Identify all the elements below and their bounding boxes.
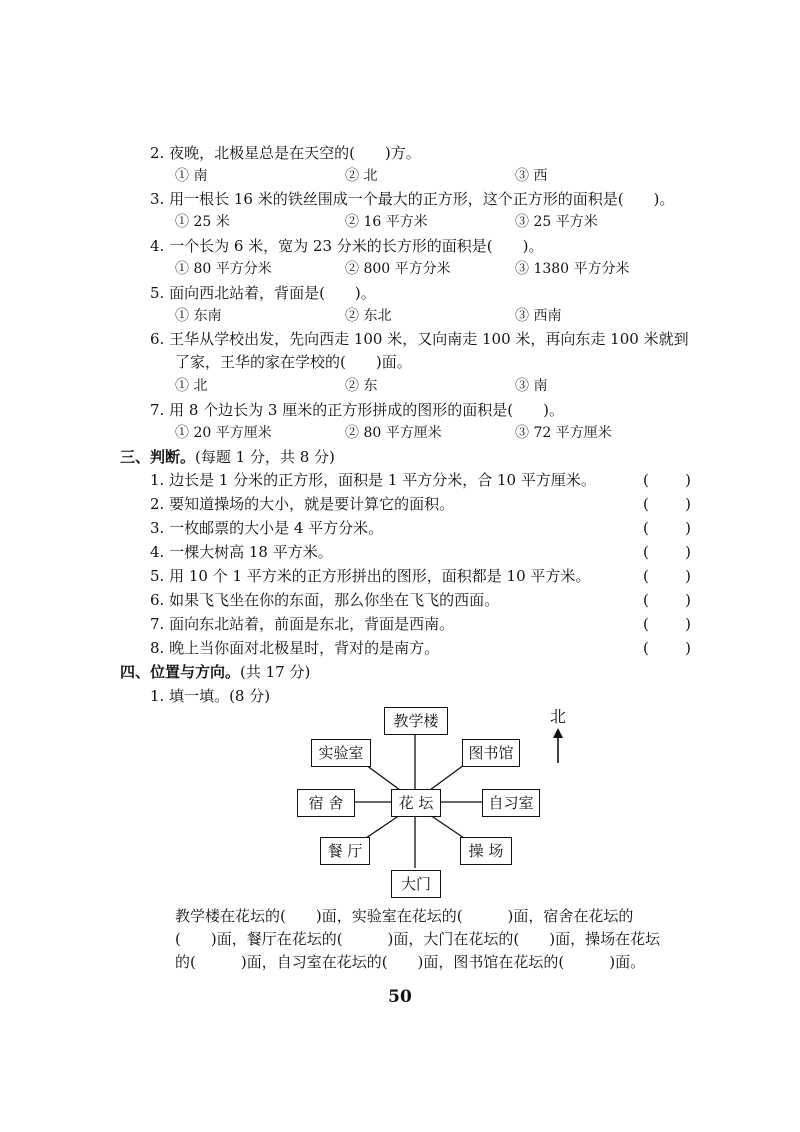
judge-statement: 7. 面向东北站着，前面是东北，背面是西南。 xyxy=(150,615,455,633)
judge-statement: 2. 要知道操场的大小，就是要计算它的面积。 xyxy=(150,495,455,513)
section-title: 四、位置与方向。 xyxy=(120,663,241,681)
judge-statement: 8. 晚上当你面对北极星时，背对的是南方。 xyxy=(150,639,440,657)
option-1: ① 东南 xyxy=(175,308,222,324)
option-1: ① 25 米 xyxy=(175,214,230,230)
section-note: (共 17 分) xyxy=(240,663,311,681)
option-1: ① 北 xyxy=(175,378,208,394)
question-stem: 4. 一个长为 6 米，宽为 23 分米的长方形的面积是( )。 xyxy=(150,237,544,255)
option-2: ② 北 xyxy=(345,168,378,184)
section-note: (每题 1 分，共 8 分) xyxy=(195,448,335,466)
fill-line-1: 教学楼在花坛的( )面，实验室在花坛的( )面，宿舍在花坛的 xyxy=(175,907,634,925)
north-label: 北 xyxy=(550,707,567,726)
option-1: ① 南 xyxy=(175,168,208,184)
judge-statement: 4. 一棵大树高 18 平方米。 xyxy=(150,543,333,561)
option-3: ③ 西 xyxy=(515,168,548,184)
fill-line-3: 的( )面，自习室在花坛的( )面，图书馆在花坛的( )面。 xyxy=(175,953,646,971)
question-stem: 6. 王华从学校出发，先向西走 100 米，又向南走 100 米，再向东走 100 米就到 xyxy=(150,330,689,348)
question-stem: 2. 夜晚，北极星总是在天空的( )方。 xyxy=(150,144,421,162)
question-stem: 3. 用一根长 16 米的铁丝围成一个最大的正方形，这个正方形的面积是( )。 xyxy=(150,190,675,208)
question-stem: 7. 用 8 个边长为 3 厘米的正方形拼成的图形的面积是( )。 xyxy=(150,401,564,419)
section-title: 三、判断。 xyxy=(120,448,196,466)
question-stem-continued: 了家，王华的家在学校的( )面。 xyxy=(175,353,412,371)
judge-statement: 6. 如果飞飞坐在你的东面，那么你坐在飞飞的西面。 xyxy=(150,591,500,609)
question-stem: 5. 面向西北站着，背面是( )。 xyxy=(150,284,376,302)
option-3: ③ 西南 xyxy=(515,308,562,324)
teaching-building-box: 教学楼 xyxy=(384,707,448,735)
canteen-box: 餐 厅 xyxy=(320,837,370,865)
option-2: ② 东 xyxy=(345,378,378,394)
option-2: ② 16 平方米 xyxy=(345,214,428,230)
page-number: 50 xyxy=(388,987,412,1007)
playground-box: 操 场 xyxy=(460,837,512,865)
laboratory-box: 实验室 xyxy=(311,739,371,767)
question-1-label: 1. 填一填。(8 分) xyxy=(150,687,271,705)
option-3: ③ 南 xyxy=(515,378,548,394)
option-1: ① 80 平方分米 xyxy=(175,261,272,277)
judge-statement: 1. 边长是 1 分米的正方形，面积是 1 平方分米，合 10 平方厘米。 xyxy=(150,471,596,489)
library-box: 图书馆 xyxy=(462,739,520,767)
judge-statement: 5. 用 10 个 1 平方米的正方形拼出的图形，面积都是 10 平方米。 xyxy=(150,567,591,585)
judge-statement: 3. 一枚邮票的大小是 4 平方分米。 xyxy=(150,519,384,537)
flower-bed-box: 花 坛 xyxy=(391,789,441,817)
main-gate-box: 大门 xyxy=(391,870,441,898)
option-3: ③ 72 平方厘米 xyxy=(515,425,612,441)
option-3: ③ 25 平方米 xyxy=(515,214,598,230)
option-2: ② 80 平方厘米 xyxy=(345,425,442,441)
dormitory-box: 宿 舍 xyxy=(297,789,355,817)
fill-line-2: ( )面，餐厅在花坛的( )面，大门在花坛的( )面，操场在花坛 xyxy=(175,930,661,948)
option-2: ② 800 平方分米 xyxy=(345,261,451,277)
option-1: ① 20 平方厘米 xyxy=(175,425,272,441)
north-arrow-icon xyxy=(553,728,563,763)
option-2: ② 东北 xyxy=(345,308,392,324)
study-room-box: 自习室 xyxy=(482,789,540,817)
option-3: ③ 1380 平方分米 xyxy=(515,261,630,277)
